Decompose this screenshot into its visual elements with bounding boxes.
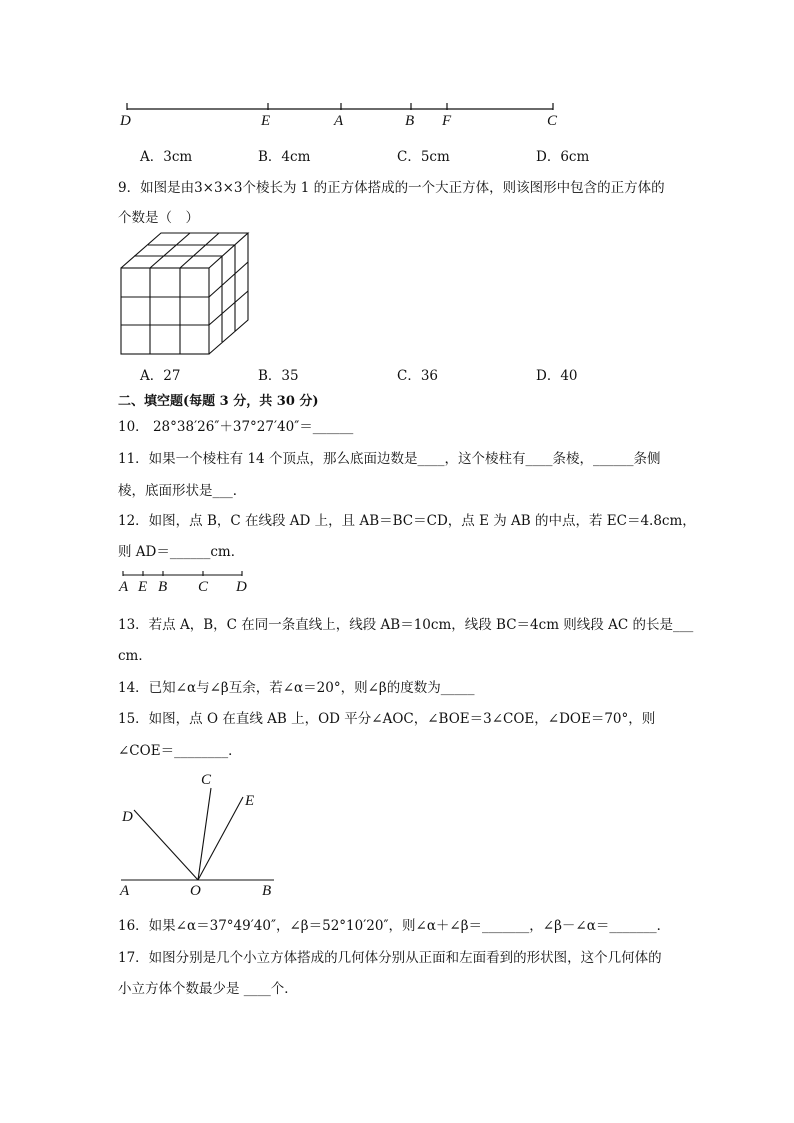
q10-question: 10． 28°38′26″＋37°27′40″＝______ bbox=[118, 419, 354, 435]
section-title: 二、填空题(每题 3 分，共 30 分) bbox=[118, 394, 319, 409]
q12-question-line2: 则 AD＝______cm． bbox=[118, 544, 245, 560]
q8-option-b: B．4cm bbox=[258, 149, 311, 165]
q13-question-line1: 13．若点 A，B，C 在同一条直线上，线段 AB＝10cm，线段 BC＝4cm 则线段 AC 的长是___ bbox=[118, 617, 694, 633]
q12-question-line1: 12．如图，点 B，C 在线段 AD 上，且 AB＝BC＝CD，点 E 为 AB 的中点，若 EC＝4.8cm， bbox=[118, 513, 696, 529]
q17-question-line2: 小立方体个数最少是 ____个． bbox=[118, 981, 298, 997]
q15-label-b: B bbox=[262, 883, 272, 899]
q8-label-d: D bbox=[120, 113, 131, 129]
q12-label-c: C bbox=[198, 579, 209, 595]
q12-segment-figure bbox=[118, 571, 247, 595]
q15-question-line2: ∠COE＝________． bbox=[118, 743, 242, 759]
q15-label-a: A bbox=[120, 883, 130, 899]
q9-question-line2: 个数是（ ） bbox=[118, 210, 199, 226]
q15-label-d: D bbox=[122, 809, 133, 825]
q8-option-a: A．3cm bbox=[140, 149, 193, 165]
q15-question-line1: 15．如图，点 O 在直线 AB 上，OD 平分∠AOC，∠BOE＝3∠COE，∠DOE＝70°，则 bbox=[118, 711, 656, 727]
q9-option-b: B．35 bbox=[258, 368, 299, 384]
q16-question: 16．如果∠α＝37°49′40″，∠β＝52°10′20″，则∠α＋∠β＝_______，∠β－∠α＝_______． bbox=[118, 918, 671, 934]
q12-label-e: E bbox=[138, 579, 148, 595]
q8-option-c: C．5cm bbox=[397, 149, 450, 165]
q11-question-line1: 11．如果一个棱柱有 14 个顶点，那么底面边数是____，这个棱柱有____条棱，______条侧 bbox=[118, 451, 661, 467]
q13-question-line2: cm． bbox=[118, 648, 152, 664]
q15-label-o: O bbox=[190, 883, 201, 899]
q9-cube-figure bbox=[121, 233, 248, 354]
q9-option-a: A．27 bbox=[140, 368, 181, 384]
q14-question: 14．已知∠α与∠β互余，若∠α＝20°，则∠β的度数为_____ bbox=[118, 680, 475, 696]
q15-label-e: E bbox=[245, 793, 255, 809]
q15-label-c: C bbox=[201, 772, 212, 788]
q9-option-c: C．36 bbox=[397, 368, 439, 384]
q11-question-line2: 棱，底面形状是___． bbox=[118, 483, 247, 499]
q8-option-d: D．6cm bbox=[536, 149, 590, 165]
q12-label-b: B bbox=[158, 579, 168, 595]
q12-label-d: D bbox=[236, 579, 247, 595]
q8-label-f: F bbox=[442, 113, 452, 129]
q17-question-line1: 17．如图分别是几个小立方体搭成的几何体分别从正面和左面看到的形状图，这个几何体的 bbox=[118, 950, 662, 966]
q8-label-c: C bbox=[547, 113, 558, 129]
q9-question-line1: 9．如图是由3×3×3个棱长为 1 的正方体搭成的一个大正方体，则该图形中包含的正方体的 bbox=[118, 180, 665, 196]
q12-label-a: A bbox=[119, 579, 129, 595]
q9-option-d: D．40 bbox=[536, 368, 578, 384]
q8-label-b: B bbox=[405, 113, 415, 129]
q8-label-a: A bbox=[334, 113, 344, 129]
q8-label-e: E bbox=[261, 113, 271, 129]
